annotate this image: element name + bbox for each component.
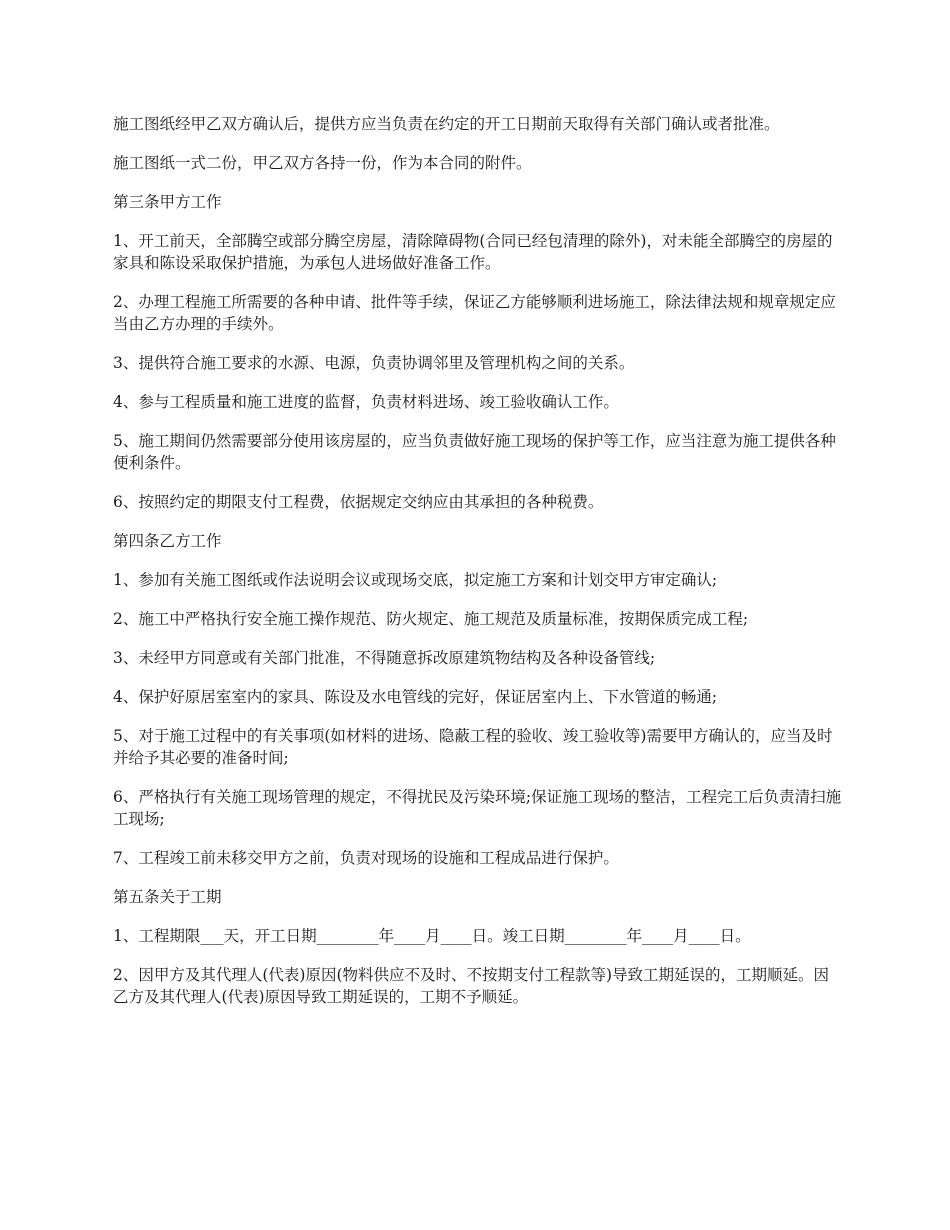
paragraph: 2、办理工程施工所需要的各种申请、批件等手续，保证乙方能够顺利进场施工，除法律法规和规章规定应当由乙方办理的手续外。 [113, 293, 836, 333]
paragraph: 7、工程竣工前未移交甲方之前，负责对现场的设施和工程成品进行保护。 [113, 849, 619, 867]
section-heading: 第五条关于工期 [113, 888, 222, 906]
paragraph: 6、按照约定的期限支付工程费，依据规定交纳应由其承担的各种税费。 [113, 493, 604, 511]
paragraph: 1、工程期限___天，开工日期________年____月____日。竣工日期________年____月____日。 [113, 927, 751, 945]
paragraph: 5、施工期间仍然需要部分使用该房屋的，应当负责做好施工现场的保护等工作，应当注意为施工提供各种便利条件。 [113, 432, 836, 472]
paragraph: 施工图纸经甲乙双方确认后，提供方应当负责在约定的开工日期前天取得有关部门确认或者批准。 [113, 115, 780, 133]
section-heading: 第三条甲方工作 [113, 193, 222, 211]
paragraph: 4、参与工程质量和施工进度的监督，负责材料进场、竣工验收确认工作。 [113, 393, 619, 411]
paragraph: 4、保护好原居室室内的家具、陈设及水电管线的完好，保证居室内上、下水管道的畅通; [113, 688, 718, 706]
document-page [113, 113, 843, 1025]
paragraph: 1、开工前天，全部腾空或部分腾空房屋，清除障碍物(合同已经包清理的除外)，对未能全部腾空的房屋的家具和陈设采取保护措施，为承包人进场做好准备工作。 [113, 232, 833, 272]
paragraph: 1、参加有关施工图纸或作法说明会议或现场交底，拟定施工方案和计划交甲方审定确认; [113, 571, 718, 589]
paragraph: 3、未经甲方同意或有关部门批准，不得随意拆改原建筑物结构及各种设备管线; [113, 649, 656, 667]
paragraph: 2、施工中严格执行安全施工操作规范、防火规定、施工规范及质量标准，按期保质完成工程; [113, 610, 749, 628]
paragraph: 6、严格执行有关施工现场管理的规定，不得扰民及污染环境;保证施工现场的整洁，工程完工后负责清扫施工现场; [113, 788, 842, 828]
paragraph: 施工图纸一式二份，甲乙双方各持一份，作为本合同的附件。 [113, 154, 532, 172]
section-heading: 第四条乙方工作 [113, 532, 222, 550]
paragraph: 3、提供符合施工要求的水源、电源，负责协调邻里及管理机构之间的关系。 [113, 354, 635, 372]
paragraph: 2、因甲方及其代理人(代表)原因(物料供应不及时、不按期支付工程款等)导致工期延误的，工期顺延。因乙方及其代理人(代表)原因导致工期延误的，工期不予顺延。 [113, 966, 830, 1006]
paragraph: 5、对于施工过程中的有关事项(如材料的进场、隐蔽工程的验收、竣工验收等)需要甲方确认的，应当及时并给予其必要的准备时间; [113, 727, 833, 767]
